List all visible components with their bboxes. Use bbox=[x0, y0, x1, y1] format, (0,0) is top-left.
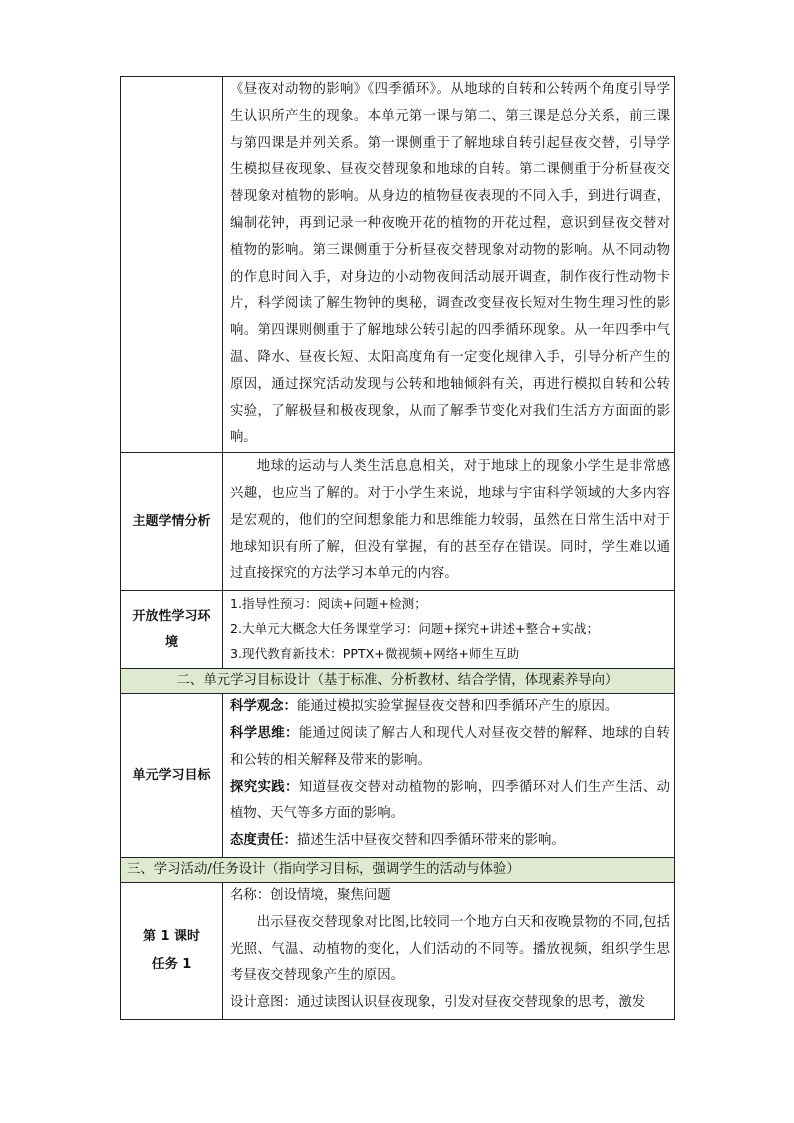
objective-item bbox=[230, 694, 670, 721]
objectives-label: 单元学习目标 bbox=[121, 694, 223, 858]
environment-cell bbox=[223, 591, 675, 669]
lesson1-intent: 设计意图：通过读图认识昼夜现象，引发对昼夜交替现象的思考，激发 bbox=[230, 995, 646, 1011]
section3-heading-row bbox=[121, 857, 675, 882]
environment-item: 1.指导性预习：阅读+问题+检测； bbox=[230, 596, 427, 612]
objective-text: 能通过模拟实验掌握昼夜交替和四季循环产生的原因。 bbox=[296, 699, 619, 715]
objective-item bbox=[230, 828, 670, 855]
objective-text: 知道昼夜交替对动植物的影响，四季循环对人们生产生活、动植物、天气等多方面的影响。 bbox=[230, 779, 671, 822]
objective-title: 态度责任： bbox=[230, 833, 297, 849]
objective-text: 能通过阅读了解古人和现代人对昼夜交替的解释、地球的自转和公转的相关解释及带来的影响。 bbox=[230, 725, 671, 768]
section3-heading: 三、学习活动/任务设计（指向学习目标，强调学生的活动与体验） bbox=[121, 857, 675, 882]
learner-analysis-label: 主题学情分析 bbox=[121, 453, 223, 591]
objectives-cell bbox=[223, 694, 675, 858]
objective-item bbox=[230, 721, 670, 775]
learner-analysis-cell bbox=[223, 453, 675, 591]
objective-title: 科学观念： bbox=[230, 699, 297, 715]
environment-label: 开放性学习环境 bbox=[121, 591, 223, 669]
objective-title: 科学思维： bbox=[230, 725, 299, 741]
lesson1-cell bbox=[223, 882, 675, 1019]
lesson1-label-cell bbox=[121, 882, 223, 1019]
lesson1-body: 出示昼夜交替现象对比图,比较同一个地方白天和夜晚景物的不同,包括光照、气温、动植物的变化，人们活动的不同等。播放视频，组织学生思考昼夜交替现象产生的原因。 bbox=[230, 914, 670, 984]
lesson-plan-table bbox=[120, 76, 675, 1020]
objectives-row bbox=[121, 694, 675, 858]
empty-label-cell bbox=[121, 77, 223, 453]
section2-heading-row bbox=[121, 669, 675, 694]
objective-title: 探究实践： bbox=[230, 779, 299, 795]
objective-text: 描述生活中昼夜交替和四季循环带来的影响。 bbox=[296, 833, 565, 849]
learner-analysis-row bbox=[121, 453, 675, 591]
environment-row bbox=[121, 591, 675, 669]
environment-item: 2.大单元大概念大任务课堂学习：问题+探究+讲述+整合+实战； bbox=[230, 621, 600, 637]
lesson1-row bbox=[121, 882, 675, 1019]
lesson1-name: 名称：创设情境，聚焦问题 bbox=[230, 887, 391, 903]
unit-overview-row bbox=[121, 77, 675, 453]
learner-analysis-text: 地球的运动与人类生活息息相关，对于地球上的现象小学生是非常感兴趣，也应当了解的。对于小学生来说，地球与宇宙科学领域的大多内容是宏观的，他们的空间想象能力和思维能力较弱，虽然在日常生活中对于地球知识有所了解，但没有掌握，有的甚至存在错误。同时，学生难以通过直接探究的方法学习本单元的内容。 bbox=[230, 459, 670, 582]
unit-overview-text: 《昼夜对动物的影响》《四季循环》。从地球的自转和公转两个角度引导学生认识所产生的现象。本单元第一课与第二、第三课是总分关系，前三课与第四课是并列关系。第一课侧重于了解地球自转引起昼夜交替，引导学生模拟昼夜现象、昼夜交替现象和地球的自转。第二课侧重于分析昼夜交替现象对植物的影响。从身边的植物昼夜表现的不同入手，到进行调查，编制花钟，再到记录一种夜晚开花的植物的开花过程，意识到昼夜交替对植物的影响。第三课侧重于分析昼夜交替现象对动物的影响。从不同动物的作息时间入手，对身边的小动物夜间活动展开调查，制作夜行性动物卡片，科学阅读了解生物钟的奥秘，调查改变昼夜长短对生物生理习性的影响。第四课则侧重于了解地球公转引起的四季循环现象。从一年四季中气温、降水、昼夜长短、太阳高度角有一定变化规律入手，引导分析产生的原因，通过探究活动发现与公转和地轴倾斜有关，再进行模拟自转和公转实验，了解极昼和极夜现象，从而了解季节变化对我们生活方方面面的影响。 bbox=[230, 82, 670, 446]
lesson-plan-page bbox=[120, 76, 674, 1020]
lesson1-task: 任务 1 bbox=[151, 956, 192, 972]
section2-heading: 二、单元学习目标设计（基于标准、分析教材、结合学情，体现素养导向） bbox=[121, 669, 675, 694]
lesson1-period: 第 1 课时 bbox=[142, 928, 201, 944]
unit-overview-cell bbox=[223, 77, 675, 453]
environment-item: 3.现代教育新技术：PPTX+微视频+网络+师生互助 bbox=[230, 646, 520, 662]
objective-item bbox=[230, 775, 670, 829]
